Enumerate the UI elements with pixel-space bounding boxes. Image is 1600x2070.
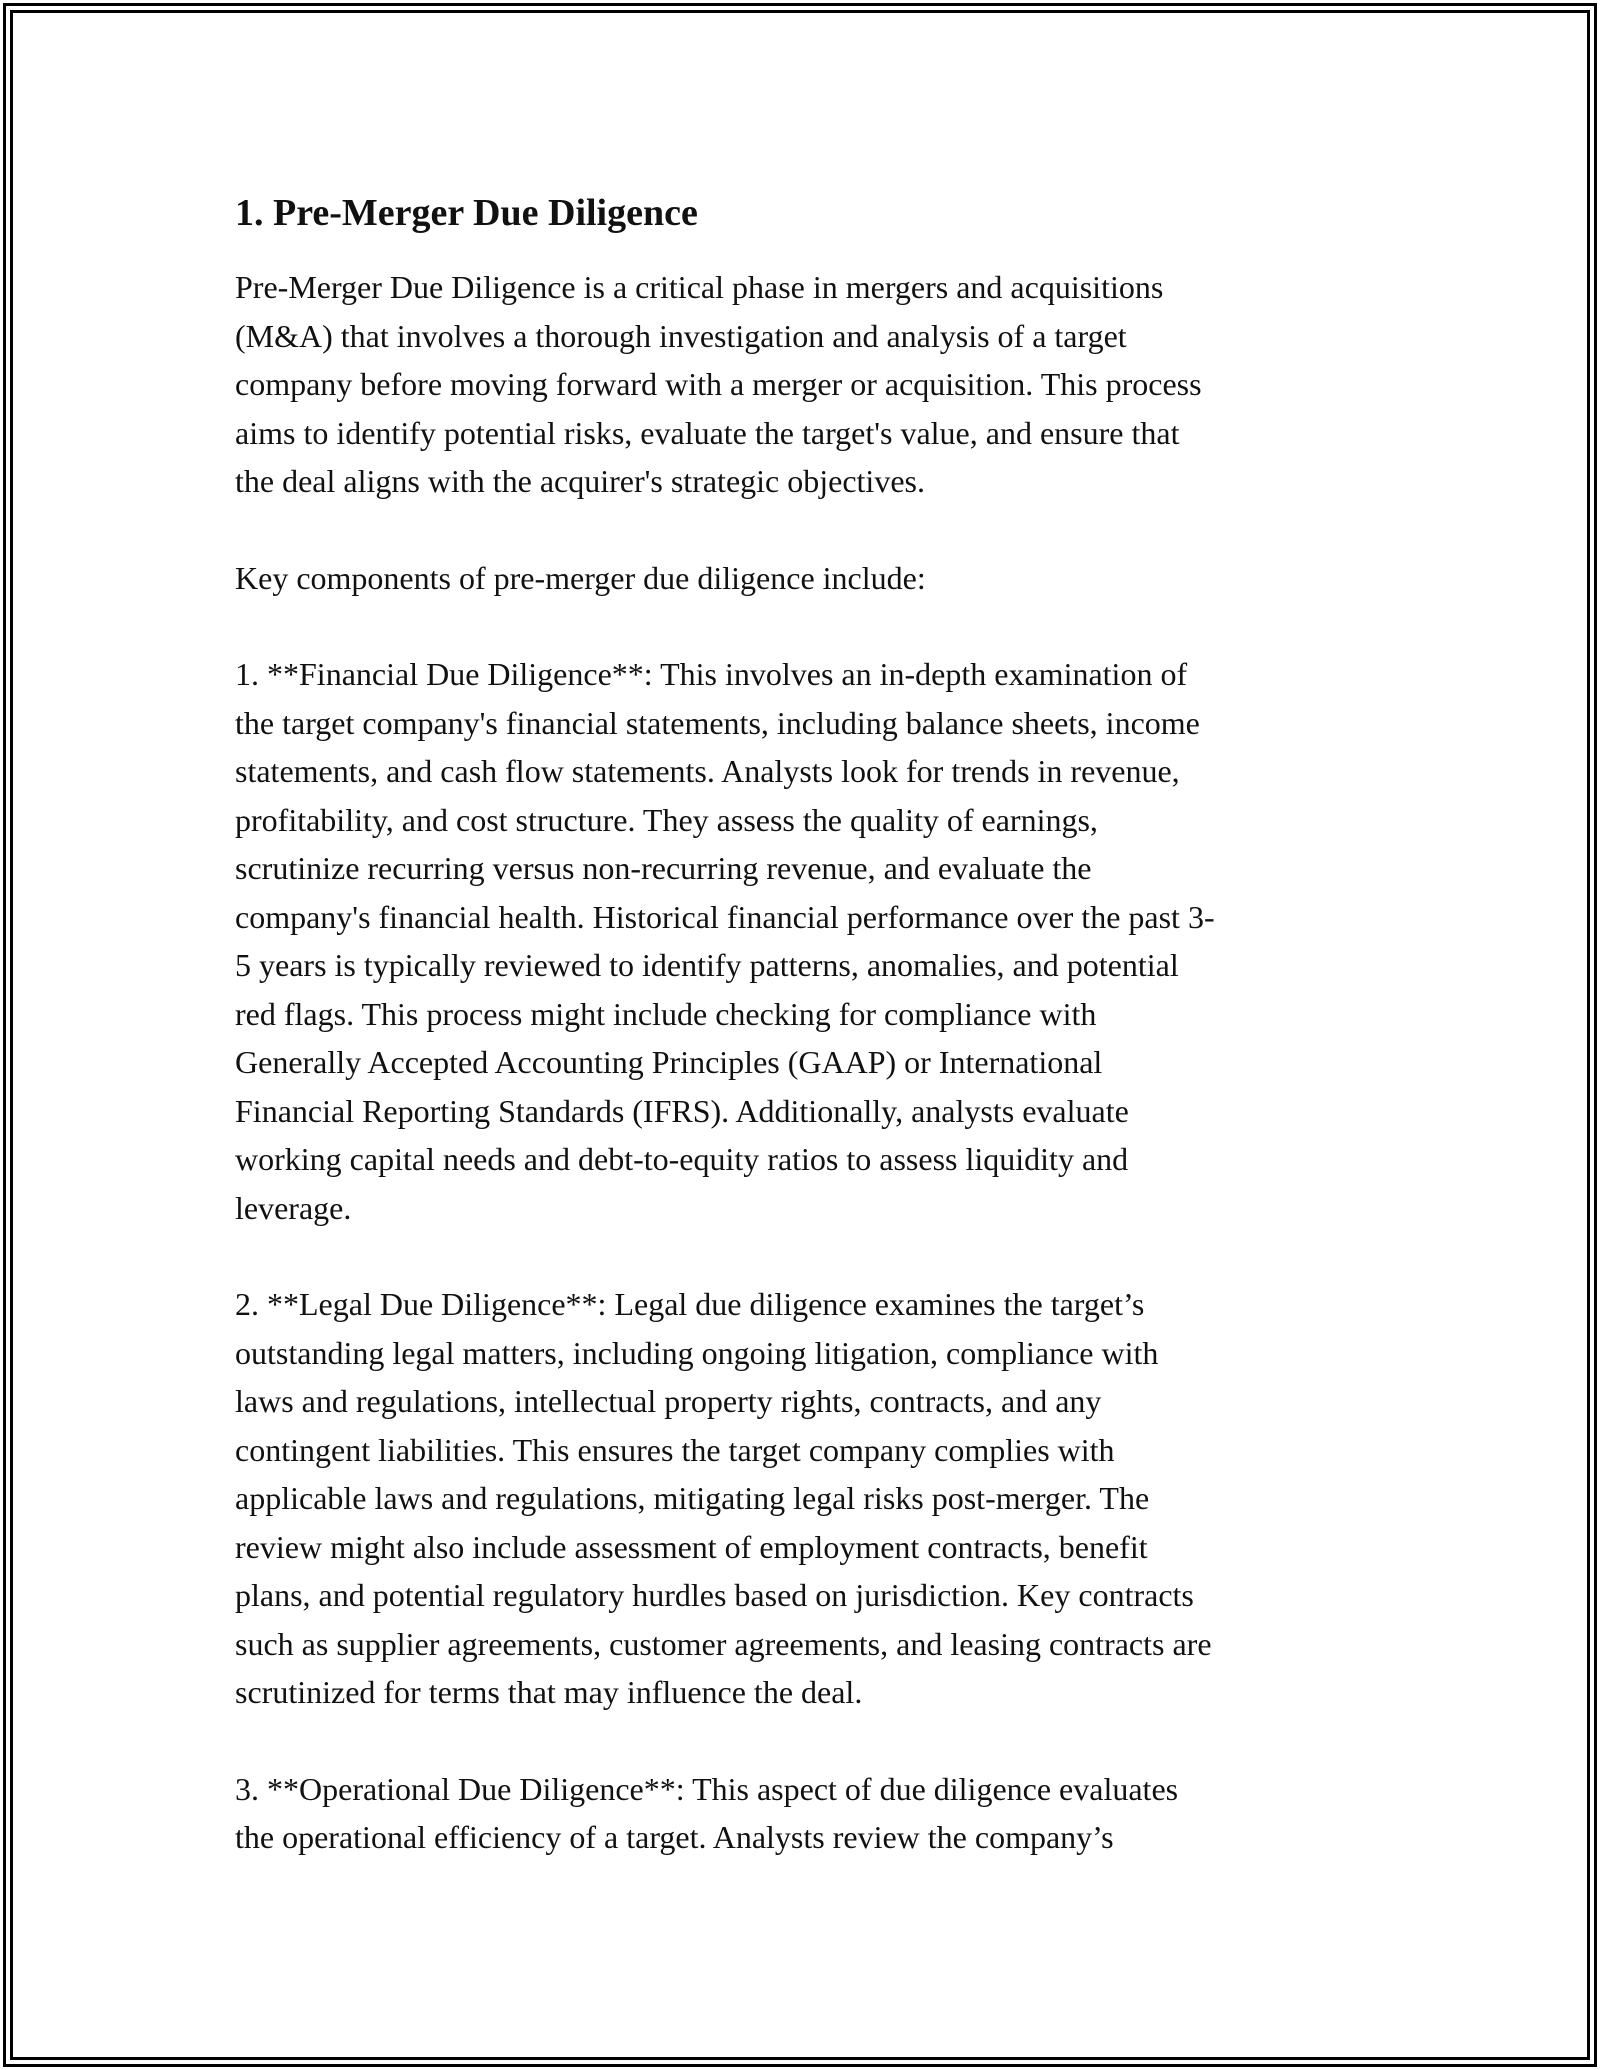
document-body [235,185,1375,1862]
financial-due-diligence-paragraph: 1. **Financial Due Diligence**: This involves an in-depth examination of the target company's financial statements, including balance sheets, income statements, and cash flow statements. Analysts look for trends in revenue, profitability, and cost structure. They assess the quality of earnings, scrutinize recurring versus non-recurring revenue, and evaluate the company's financial health. Historical financial performance over the past 3- 5 years is typically reviewed to identify patterns, anomalies, and potential red flags. This process might include checking for compliance with Generally Accepted Accounting Principles (GAAP) or International Financial Reporting Standards (IFRS). Additionally, analysts evaluate working capital needs and debt-to-equity ratios to assess liquidity and leverage. [235,656,1215,1226]
legal-due-diligence-paragraph: 2. **Legal Due Diligence**: Legal due diligence examines the target’s outstanding legal matters, including ongoing litigation, compliance with laws and regulations, intellectual property rights, contracts, and any contingent liabilities. This ensures the target company complies with applicable laws and regulations, mitigating legal risks post-merger. The review might also include assessment of employment contracts, benefit plans, and potential regulatory hurdles based on jurisdiction. Key contracts such as supplier agreements, customer agreements, and leasing contracts are scrutinized for terms that may influence the deal. [235,1286,1212,1710]
components-intro-paragraph: Key components of pre-merger due diligence include: [235,559,926,596]
section-heading: 1. Pre-Merger Due Diligence [235,192,698,234]
operational-due-diligence-paragraph: 3. **Operational Due Diligence**: This aspect of due diligence evaluates the operational efficiency of a target. Analysts review the company’s [235,1770,1179,1855]
intro-paragraph: Pre-Merger Due Diligence is a critical phase in mergers and acquisitions (M&A) that involves a thorough investigation and analysis of a target company before moving forward with a merger or acquisition. This process aims to identify potential risks, evaluate the target's value, and ensure that the deal aligns with the acquirer's strategic objectives. [235,269,1202,499]
